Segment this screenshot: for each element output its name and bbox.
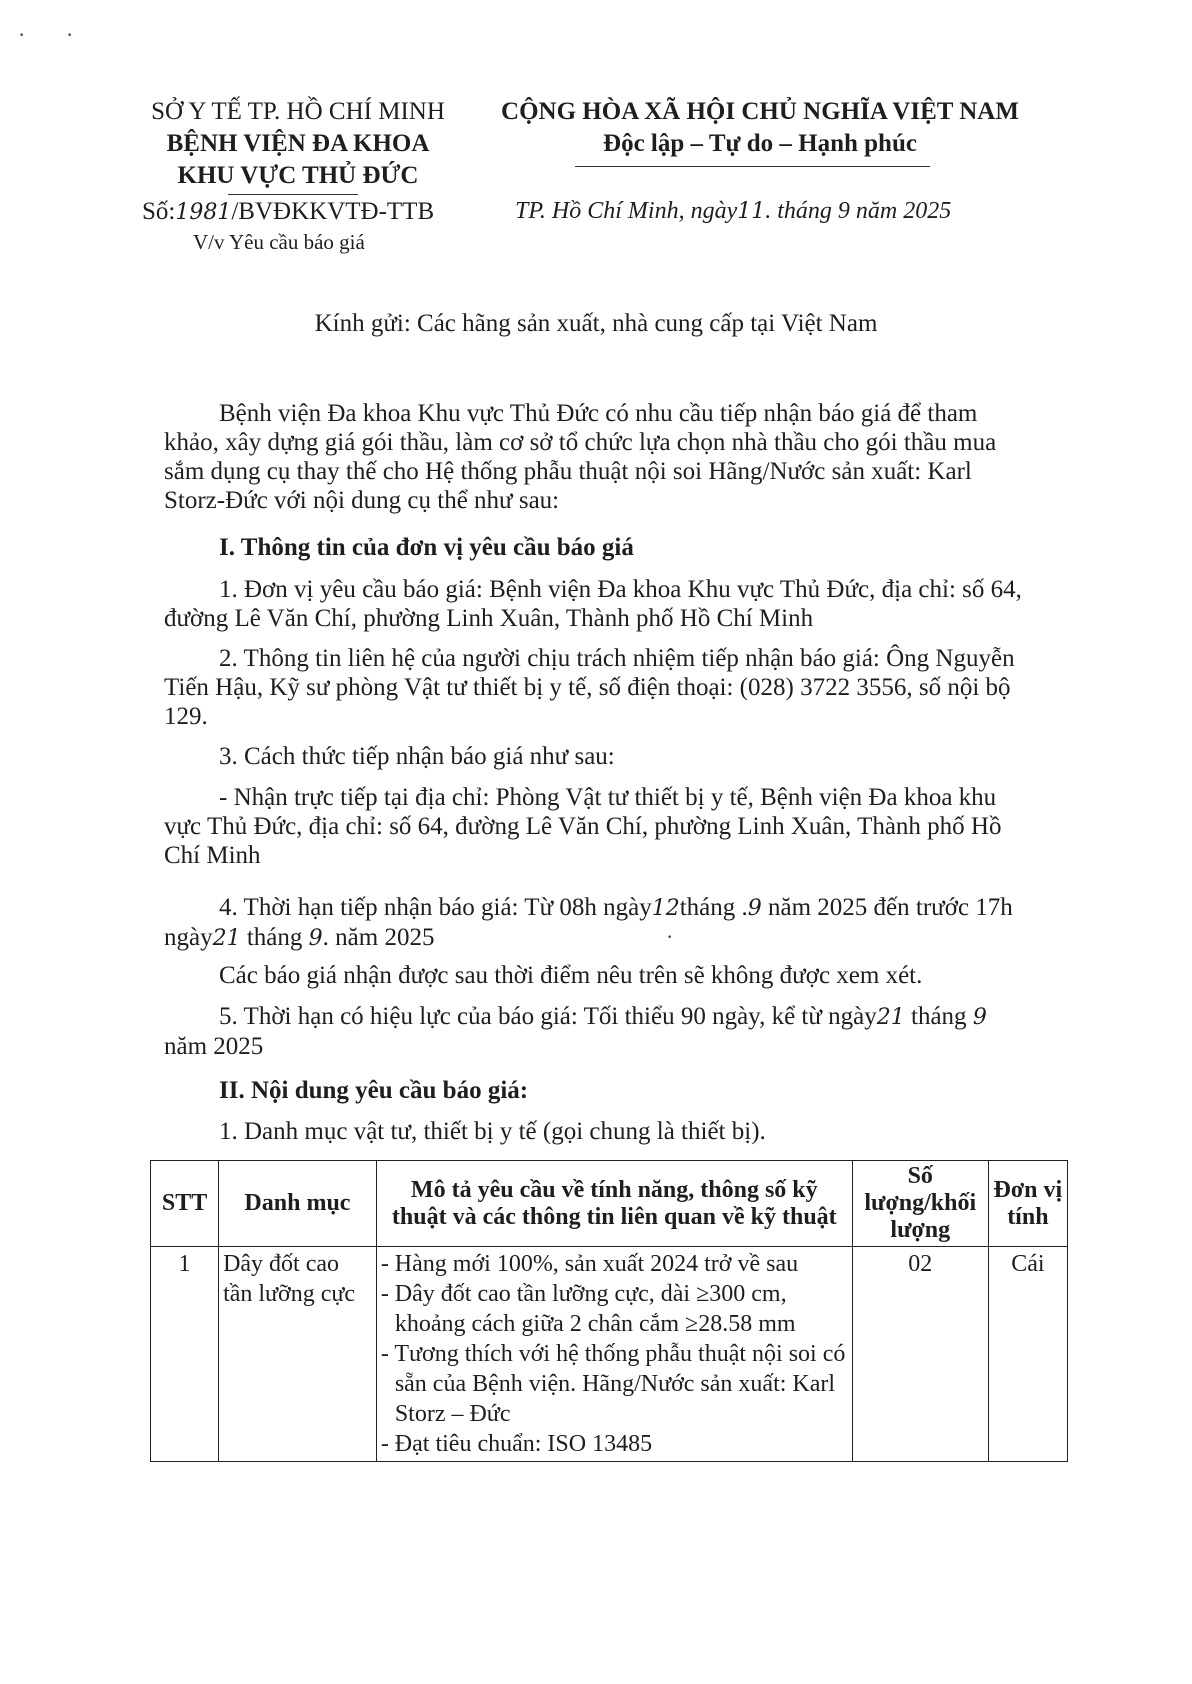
scan-speck: · [666, 924, 674, 949]
desc-line: - Dây đốt cao tần lưỡng cực, dài ≥300 cm, khoảng cách giữa 2 chân cắm ≥28.58 mm [380, 1281, 796, 1337]
salutation: Kính gửi: Các hãng sản xuất, nhà cung cấp tại Việt Nam [314, 310, 878, 337]
header-quantity: Số lượng/khối lượng [852, 1161, 988, 1247]
section2-item1: 1. Danh mục vật tư, thiết bị y tế (gọi chung là thiết bị). [219, 1118, 766, 1145]
section1-item2: 2. Thông tin liên hệ của người chịu trách nhiệm tiếp nhận báo giá: Ông Nguyễn Tiến Hậu, Kỹ sư phòng Vật tư thiết bị y tế, số điện thoại: (028) 3722 3556, số nội bộ 129. [164, 645, 1015, 730]
hospital-name-line2: KHU VỰC THỦ ĐỨC [177, 162, 419, 189]
motto-underline [575, 166, 930, 167]
header-stt: STT [151, 1161, 219, 1247]
intro-paragraph: Bệnh viện Đa khoa Khu vực Thủ Đức có nhu cầu tiếp nhận báo giá để tham khảo, xây dựng giá gói thầu, làm cơ sở tổ chức lựa chọn nhà thầu cho gói thầu mua sắm dụng cụ thay thế cho Hệ thống phẫu thuật nội soi Hãng/Nước sản xuất: Karl Storz-Đức với nội dung cụ thể như sau: [164, 400, 997, 514]
header-name: Danh mục [219, 1161, 377, 1247]
section1-item3-detail: - Nhận trực tiếp tại địa chỉ: Phòng Vật tư thiết bị y tế, Bệnh viện Đa khoa khu vực Thủ Đức, địa chỉ: số 64, đường Lê Văn Chí, phường Linh Xuân, Thành phố Hồ Chí Minh [164, 784, 1002, 869]
late-quote-note: Các báo giá nhận được sau thời điểm nêu trên sẽ không được xem xét. [219, 962, 923, 989]
header-description: Mô tả yêu cầu về tính năng, thông số kỹ thuật và các thông tin liên quan về kỹ thuật [376, 1161, 852, 1247]
section2-title: II. Nội dung yêu cầu báo giá: [219, 1077, 529, 1104]
header-unit: Đơn vị tính [988, 1161, 1067, 1247]
cell-quantity: 02 [852, 1247, 988, 1462]
handwritten-end-month: 9 [308, 926, 323, 951]
equipment-table [150, 1160, 1068, 1462]
national-header [470, 96, 1050, 160]
cell-unit: Cái [988, 1247, 1067, 1462]
section1-item3-title: 3. Cách thức tiếp nhận báo giá như sau: [219, 743, 615, 770]
handwritten-valid-month: 9 [972, 1005, 987, 1030]
handwritten-valid-day: 21 [876, 1005, 905, 1030]
handwritten-start-day: 12 [651, 896, 680, 921]
scan-speck: · [66, 22, 74, 47]
cell-description [376, 1247, 852, 1462]
desc-line: - Tương thích với hệ thống phẫu thuật nội soi có sẵn của Bệnh viện. Hãng/Nước sản xuất: Karl Storz – Đức [380, 1341, 846, 1427]
subject-line: V/v Yêu cầu báo giá [193, 230, 365, 254]
cell-name: Dây đốt cao tần lưỡng cực [219, 1247, 377, 1462]
section1-item5: 5. Thời hạn có hiệu lực của báo giá: Tối thiểu 90 ngày, kể từ ngày21 tháng 9 năm 2025 [164, 1003, 987, 1060]
handwritten-end-day: 21 [212, 926, 241, 951]
national-motto: Độc lập – Tự do – Hạnh phúc [603, 130, 917, 157]
section1-title: I. Thông tin của đơn vị yêu cầu báo giá [219, 534, 634, 561]
issue-date: TP. Hồ Chí Minh, ngày11. tháng 9 năm 2025 [515, 198, 952, 224]
issuer-block [118, 96, 478, 192]
handwritten-ref: 1981 [175, 200, 232, 225]
scan-speck: · [18, 22, 26, 47]
reference-number: Số:1981/BVĐKKVTĐ-TTB [142, 198, 435, 225]
nation-title: CỘNG HÒA XÃ HỘI CHỦ NGHĨA VIỆT NAM [501, 98, 1019, 125]
hospital-name-line1: BỆNH VIỆN ĐA KHOA [166, 130, 430, 157]
issuer-underline [228, 194, 358, 195]
table-header-row [151, 1161, 1068, 1247]
desc-line: - Hàng mới 100%, sản xuất 2024 trở về sau [380, 1251, 799, 1277]
cell-stt: 1 [151, 1247, 219, 1462]
section1-item1: 1. Đơn vị yêu cầu báo giá: Bệnh viện Đa khoa Khu vực Thủ Đức, địa chỉ: số 64, đường Lê Văn Chí, phường Linh Xuân, Thành phố Hồ Chí Minh [164, 576, 1022, 632]
table-row [151, 1247, 1068, 1462]
section1-item4: 4. Thời hạn tiếp nhận báo giá: Từ 08h ngày12tháng .9 năm 2025 đến trước 17h ngày21 tháng 9. năm 2025 [164, 894, 1013, 951]
handwritten-start-month: 9 [747, 896, 762, 921]
desc-line: - Đạt tiêu chuẩn: ISO 13485 [380, 1431, 653, 1457]
department-name: SỞ Y TẾ TP. HỒ CHÍ MINH [151, 98, 445, 125]
handwritten-day: 11 [737, 199, 766, 224]
